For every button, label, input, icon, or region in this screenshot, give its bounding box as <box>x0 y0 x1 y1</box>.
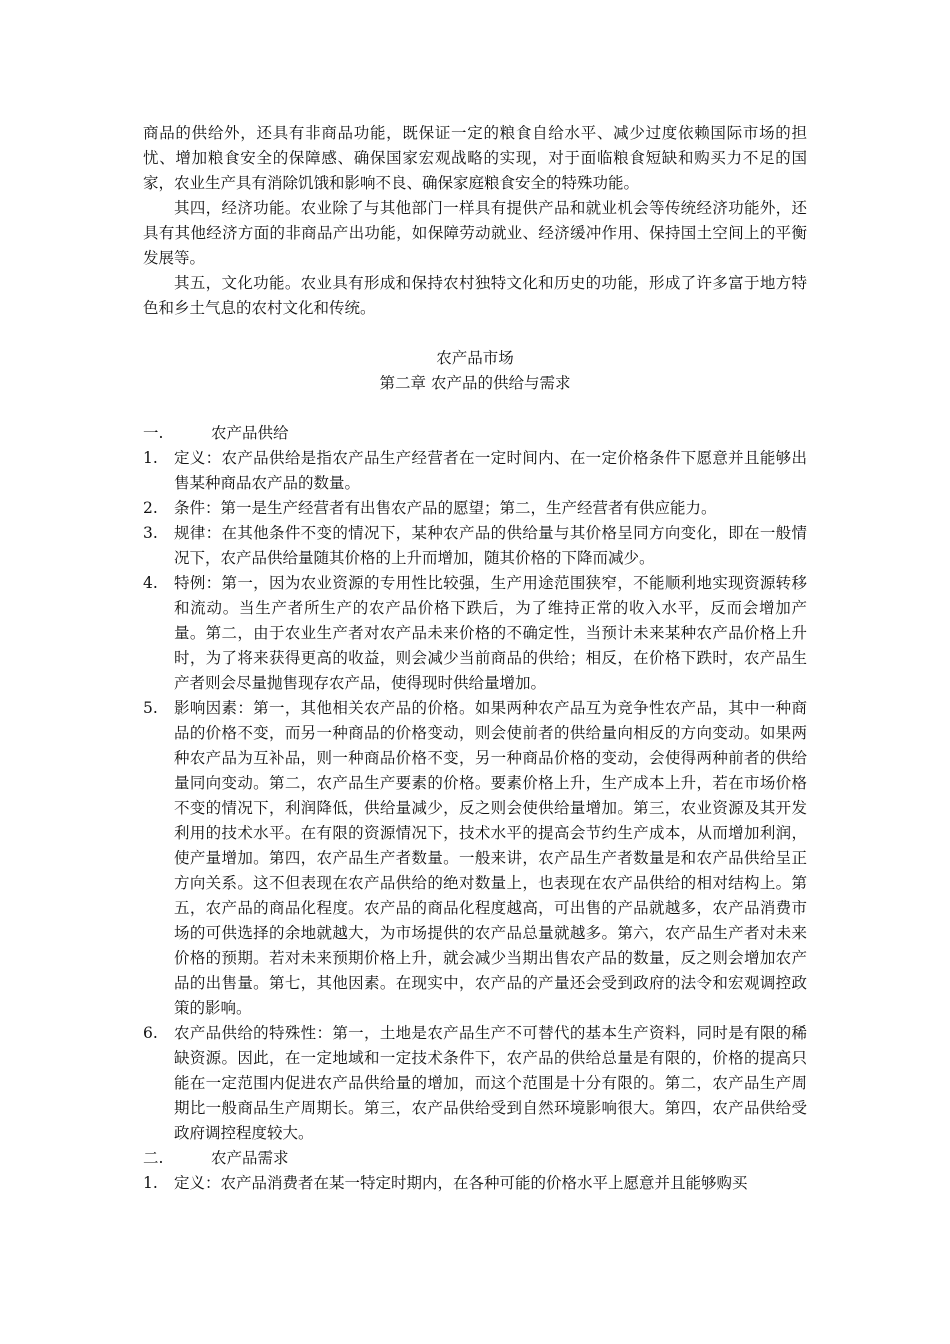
list-text: 定义：农产品供给是指农产品生产经营者在一定时间内、在一定价格条件下愿意并且能够出售某种商品农产品的数量。 <box>174 449 807 492</box>
intro-paragraph-3: 其五，文化功能。农业具有形成和保持农村独特文化和历史的功能，形成了许多富于地方特色和乡土气息的农村文化和传统。 <box>143 274 807 317</box>
list-text: 规律：在其他条件不变的情况下，某种农产品的供给量与其价格呈同方向变化，即在一般情况下，农产品供给量随其价格的上升而增加，随其价格的下降而减少。 <box>174 524 807 567</box>
list-item <box>143 571 807 696</box>
list-item <box>143 496 807 521</box>
list-number: 1. <box>143 449 158 467</box>
list-number: 2. <box>143 499 158 517</box>
list-text: 影响因素：第一，其他相关农产品的价格。如果两种农产品互为竞争性农产品，其中一种商品的价格不变，而另一种商品的价格变动，则会使前者的供给量向相反的方向变动。如果两种农产品为互补品，则一种商品价格不变，另一种商品价格的变动，会使得两种前者的供给量同向变动。第二，农产品生产要素的价格。要素价格上升，生产成本上升，若在市场价格不变的情况下，利润降低，供给量减少，反之则会使供给量增加。第三，农业资源及其开发利用的技术水平。在有限的资源情况下，技术水平的提高会节约生产成本，从而增加利润，使产量增加。第四，农产品生产者数量。一般来讲，农产品生产者数量是和农产品供给呈正方向关系。这不但表现在农产品供给的绝对数量上，也表现在农产品供给的相对结构上。第五，农产品的商品化程度。农产品的商品化程度越高，可出售的产品就越多，农产品消费市场的可供选择的余地就越大，为市场提供的农产品总量就越多。第六，农产品生产者对未来价格的预期。若对未来预期价格上升，就会减少当期出售农产品的数量，反之则会增加农产品的出售量。第七，其他因素。在现实中，农产品的产量还会受到政府的法令和宏观调控政策的影响。 <box>174 699 807 1017</box>
list-number: 1. <box>143 1174 158 1192</box>
list-text: 农产品供给的特殊性：第一，土地是农产品生产不可替代的基本生产资料，同时是有限的稀缺资源。因此，在一定地域和一定技术条件下，农产品的供给总量是有限的，价格的提高只能在一定范围内促进农产品供给量的增加，而这个范围是十分有限的。第二，农产品生产周期比一般商品生产周期长。第三，农产品供给受到自然环境影响很大。第四，农产品供给受政府调控程度较大。 <box>174 1024 807 1142</box>
list-item <box>143 1021 807 1146</box>
section-title: 农产品需求 <box>211 1149 289 1167</box>
list-text: 条件：第一是生产经营者有出售农产品的愿望；第二，生产经营者有供应能力。 <box>174 499 717 517</box>
list-number: 4. <box>143 574 158 592</box>
list-text: 定义：农产品消费者在某一特定时期内，在各种可能的价格水平上愿意并且能够购买 <box>174 1174 748 1192</box>
list-number: 5. <box>143 699 158 717</box>
intro-paragraph-2: 其四，经济功能。农业除了与其他部门一样具有提供产品和就业机会等传统经济功能外，还具有其他经济方面的非商品产出功能，如保障劳动就业、经济缓冲作用、保持国土空间上的平衡发展等。 <box>143 199 807 267</box>
list-text: 特例：第一，因为农业资源的专用性比较强，生产用途范围狭窄，不能顺利地实现资源转移和流动。当生产者所生产的农产品价格下跌后，为了维持正常的收入水平，反而会增加产量。第二，由于农业生产者对农产品未来价格的不确定性，当预计未来某种农产品价格上升时，为了将来获得更高的收益，则会减少当前商品的供给；相反，在价格下跌时，农产品生产者则会尽量抛售现存农产品，使得现时供给量增加。 <box>174 574 807 692</box>
intro-paragraph-1: 商品的供给外，还具有非商品功能，既保证一定的粮食自给水平、减少过度依赖国际市场的担忧、增加粮食安全的保障感、确保国家宏观战略的实现，对于面临粮食短缺和购买力不足的国家，农业生产具有消除饥饿和影响不良、确保家庭粮食安全的特殊功能。 <box>143 124 807 192</box>
section-heading-demand <box>143 1146 807 1171</box>
section-number: 二. <box>143 1149 164 1167</box>
spacer <box>143 396 807 421</box>
list-number: 6. <box>143 1024 158 1042</box>
section-number: 一. <box>143 424 164 442</box>
list-item <box>143 446 807 496</box>
document-page <box>143 121 807 1196</box>
spacer <box>143 321 807 346</box>
list-item <box>143 521 807 571</box>
list-item <box>143 696 807 1021</box>
list-number: 3. <box>143 524 158 542</box>
doc-title: 农产品市场 <box>436 349 514 367</box>
section-heading-supply <box>143 421 807 446</box>
chapter-heading: 第二章 农产品的供给与需求 <box>379 374 571 392</box>
list-item <box>143 1171 807 1196</box>
section-title: 农产品供给 <box>211 424 289 442</box>
